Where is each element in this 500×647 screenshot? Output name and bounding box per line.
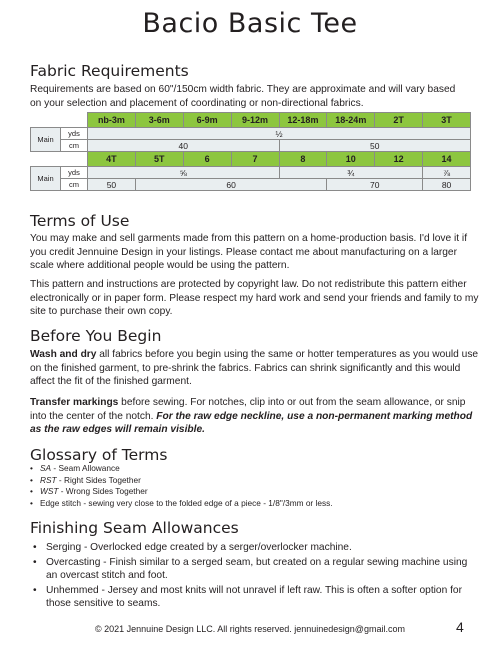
size-cell: 12 bbox=[375, 152, 423, 167]
size-header-row bbox=[31, 113, 471, 128]
cm-value: 50 bbox=[279, 140, 471, 152]
size-cell: 10 bbox=[327, 152, 375, 167]
yds-value: ¾ bbox=[279, 167, 423, 179]
unit-cm: cm bbox=[61, 140, 88, 152]
glossary-item bbox=[30, 475, 333, 487]
row-label-main: Main bbox=[31, 167, 61, 191]
yds-value: ⅝ bbox=[88, 167, 280, 179]
page-number: 4 bbox=[456, 619, 464, 635]
size-cell: 18-24m bbox=[327, 113, 375, 128]
before-para-1 bbox=[30, 348, 480, 389]
wash-and-dry-label: Wash and dry bbox=[30, 349, 97, 360]
size-cell: 9-12m bbox=[231, 113, 279, 128]
finishing-item: • Overcasting - Finish similar to a serged seam, but created on a regular sewing machine using an overcast stitch and foot. bbox=[30, 556, 480, 583]
before-para-2 bbox=[30, 396, 480, 437]
before-para-2-text: before sewing. For notches, clip into or out from the seam allowance, or snip into the center of the notch. bbox=[30, 397, 466, 422]
before-heading: Before You Begin bbox=[30, 327, 162, 345]
cm-value: 70 bbox=[327, 179, 423, 191]
unit-cm: cm bbox=[61, 179, 88, 191]
size-cell: 7 bbox=[231, 152, 279, 167]
cm-value: 40 bbox=[88, 140, 280, 152]
size-cell: 6 bbox=[183, 152, 231, 167]
fabric-intro bbox=[30, 83, 480, 110]
size-cell: 3T bbox=[423, 113, 471, 128]
cm-value: 60 bbox=[135, 179, 327, 191]
fabric-intro-line-2: on your selection and placement of coordinating or non-directional fabrics. bbox=[30, 97, 364, 109]
size-cell: 3-6m bbox=[135, 113, 183, 128]
glossary-item bbox=[30, 486, 333, 498]
before-para-1-text: all fabrics before you begin using the same or hotter temperatures as you would use on the finished garment, to pre-shrink the fabrics. Fabrics can shrink significantly and this would affect the fit of the finished garment. bbox=[30, 349, 479, 387]
finishing-list bbox=[30, 541, 480, 612]
footer-copyright: © 2021 Jennuine Design LLC. All rights reserved. jennuinedesign@gmail.com bbox=[95, 624, 405, 634]
size-cell: 12-18m bbox=[279, 113, 327, 128]
size-cell: 4T bbox=[88, 152, 136, 167]
cm-value: 50 bbox=[88, 179, 136, 191]
glossary-definition: Edge stitch - sewing very close to the folded edge of a piece - 1/8"/3mm or less. bbox=[40, 497, 333, 508]
cm-row bbox=[31, 140, 471, 152]
yds-row bbox=[31, 167, 471, 179]
glossary-term: RST bbox=[40, 474, 57, 485]
glossary-heading: Glossary of Terms bbox=[30, 446, 168, 464]
size-cell: 8 bbox=[279, 152, 327, 167]
neckline-note: For the raw edge neckline, use a non-permanent marking method as the raw edges will remain visible. bbox=[30, 410, 473, 435]
finishing-item: • Unhemmed - Jersey and most knits will not unravel if left raw. This is often a softer option for those sensitive to seams. bbox=[30, 584, 480, 611]
glossary-term: SA bbox=[40, 463, 52, 473]
terms-heading: Terms of Use bbox=[30, 212, 130, 230]
cm-value: 80 bbox=[423, 179, 471, 191]
page-title: Bacio Basic Tee bbox=[142, 8, 358, 39]
glossary-definition: - Seam Allowance bbox=[51, 463, 120, 473]
fabric-intro-line-1: Requirements are based on 60"/150cm width fabric. They are approximate and will vary based bbox=[30, 84, 456, 95]
transfer-markings-label: Transfer markings bbox=[30, 397, 119, 408]
terms-para-1: You may make and sell garments made from this pattern on a home-production basis. I'd love it if you credit Jennuine Design in your listings. Please contact me about manufacturing on a larger scale where additional people would be using the pattern. bbox=[30, 233, 468, 271]
glossary-definition: - Right Sides Together bbox=[56, 474, 141, 485]
size-cell: 14 bbox=[423, 152, 471, 167]
yds-value: ⅞ bbox=[423, 167, 471, 179]
fabric-table-1 bbox=[30, 112, 471, 191]
size-cell: nb-3m bbox=[88, 113, 136, 128]
cm-row bbox=[31, 179, 471, 191]
finishing-heading: Finishing Seam Allowances bbox=[30, 519, 239, 537]
size-cell: 2T bbox=[375, 113, 423, 128]
glossary-item bbox=[30, 498, 333, 510]
fabric-heading: Fabric Requirements bbox=[30, 62, 189, 80]
glossary-item bbox=[30, 463, 333, 475]
size-header-row bbox=[31, 152, 471, 167]
unit-yds: yds bbox=[61, 128, 88, 140]
finishing-item: • Serging - Overlocked edge created by a serger/overlocker machine. bbox=[30, 541, 480, 555]
glossary-list bbox=[30, 463, 333, 509]
glossary-definition: - Wrong Sides Together bbox=[58, 486, 148, 496]
row-label-main: Main bbox=[31, 128, 61, 152]
yds-row bbox=[31, 128, 471, 140]
terms-para-2: This pattern and instructions are protected by copyright law. Do not redistribute this pattern either electronically or in paper form. Please respect my hard work and send your friends and family to my site to purchase their own copy. bbox=[30, 279, 479, 317]
size-cell: 5T bbox=[135, 152, 183, 167]
size-cell: 6-9m bbox=[183, 113, 231, 128]
glossary-term: WST bbox=[40, 486, 59, 496]
yds-value: ½ bbox=[88, 128, 471, 140]
unit-yds: yds bbox=[61, 167, 88, 179]
